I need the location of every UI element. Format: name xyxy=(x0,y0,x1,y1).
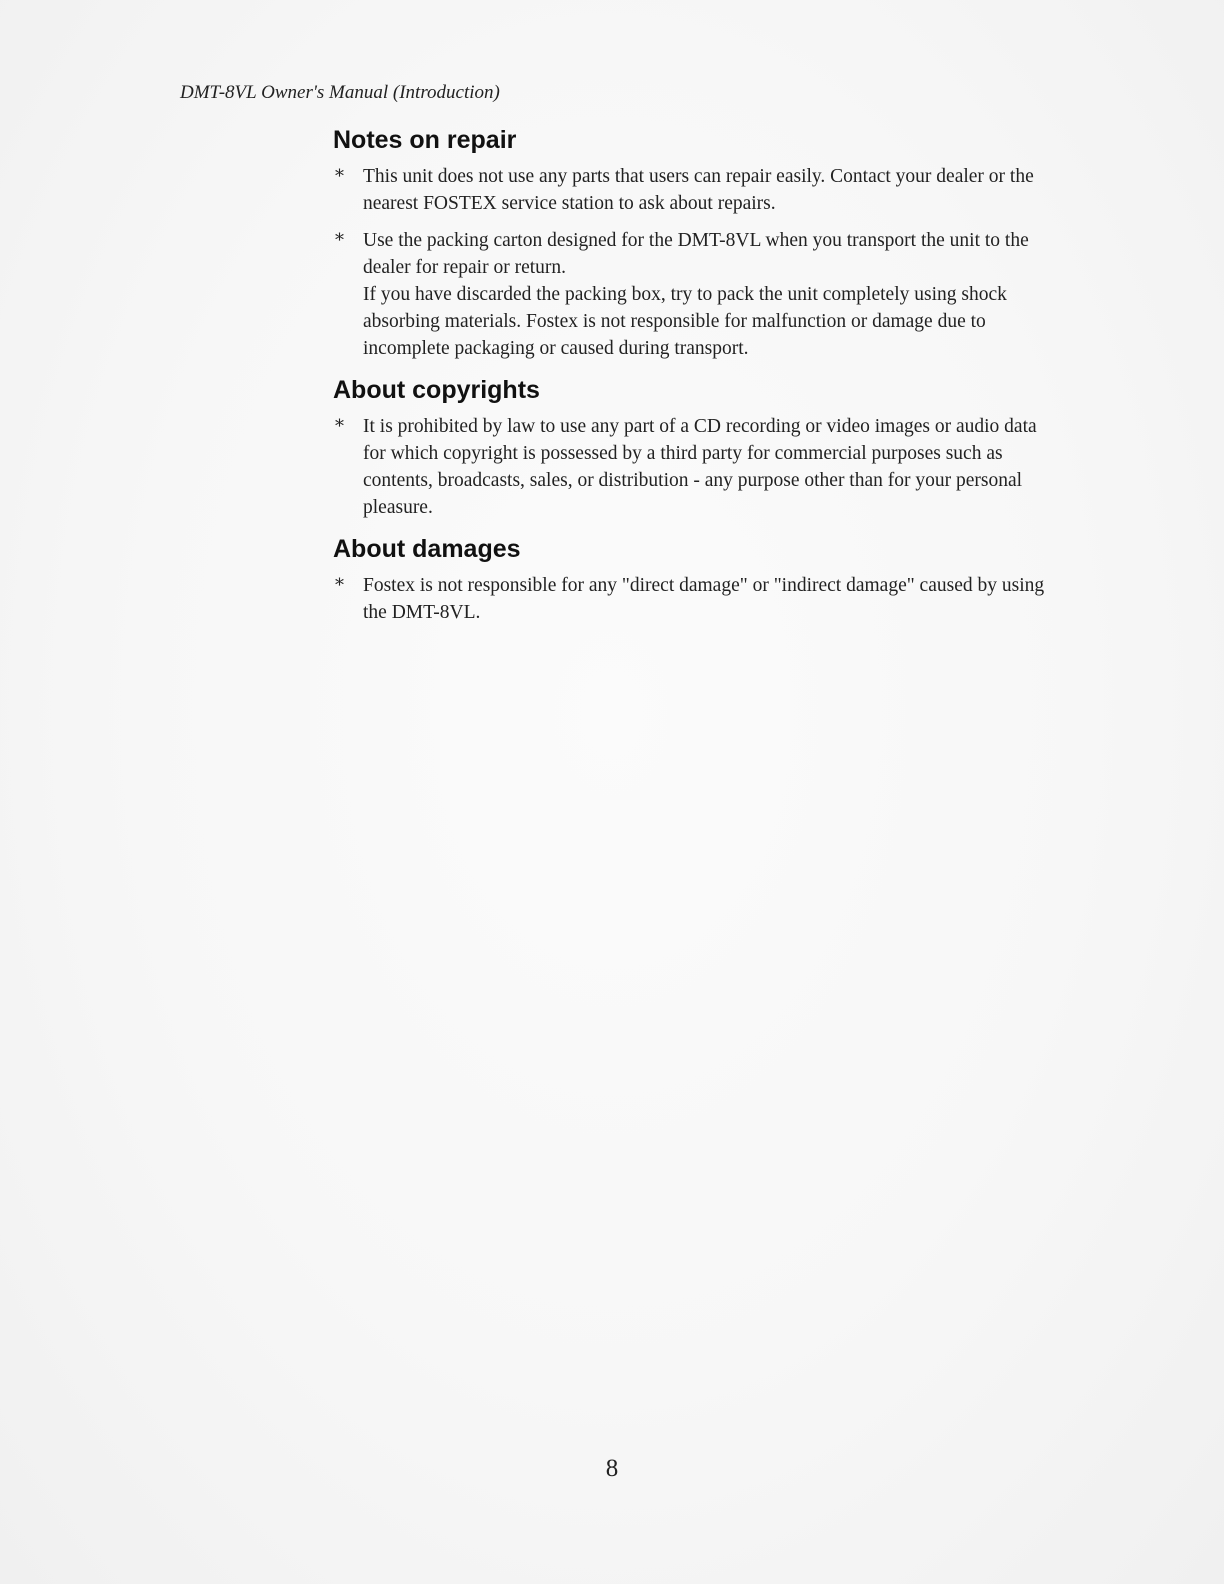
section-heading: About copyrights xyxy=(333,376,540,404)
bullet-asterisk-icon: * xyxy=(335,416,344,437)
running-header: DMT-8VL Owner's Manual (Introduction) xyxy=(180,82,500,103)
bullet-asterisk-icon: * xyxy=(335,166,344,187)
section-notes-on-repair xyxy=(333,126,1053,362)
bullet-text: This unit does not use any parts that users can repair easily. Contact your dealer or the nearest FOSTEX service station to ask about repairs. xyxy=(363,166,1034,214)
section-about-copyrights xyxy=(333,376,1053,521)
page-content xyxy=(333,126,1053,640)
bullet-item xyxy=(333,413,1053,521)
section-about-damages xyxy=(333,535,1053,626)
section-heading: About damages xyxy=(333,535,521,563)
bullet-item xyxy=(333,572,1053,626)
bullet-item xyxy=(333,163,1053,217)
bullet-text: It is prohibited by law to use any part of a CD recording or video images or audio data for which copyright is possessed by a third party for commercial purposes such as contents, broadcasts, sales, or distribution - any purpose other than for your personal pleasure. xyxy=(363,416,1037,518)
bullet-item xyxy=(333,227,1053,362)
bullet-text: Fostex is not responsible for any "direct damage" or "indirect damage" caused by using the DMT-8VL. xyxy=(363,575,1045,623)
bullet-text-continued: If you have discarded the packing box, try to pack the unit completely using shock absorbing materials. Fostex is not responsible for malfunction or damage due to incomplete packaging or caused during transport. xyxy=(363,284,1007,359)
bullet-asterisk-icon: * xyxy=(335,575,344,596)
bullet-text: Use the packing carton designed for the DMT-8VL when you transport the unit to the dealer for repair or return. xyxy=(363,230,1029,278)
section-heading: Notes on repair xyxy=(333,126,517,154)
bullet-asterisk-icon: * xyxy=(335,230,344,251)
page-number: 8 xyxy=(605,1455,619,1482)
